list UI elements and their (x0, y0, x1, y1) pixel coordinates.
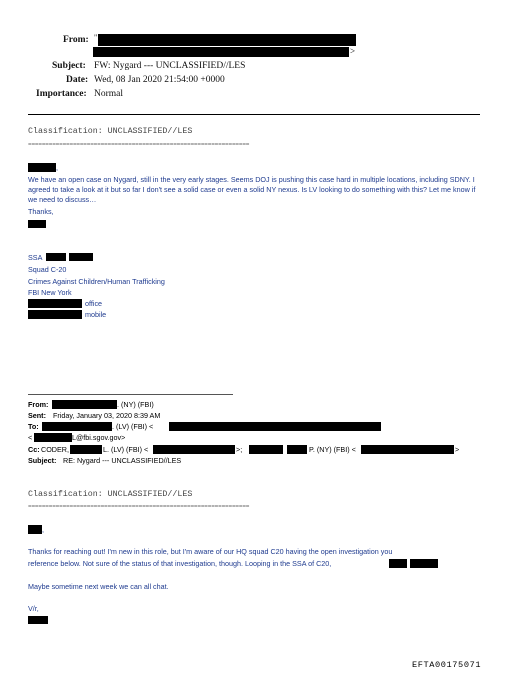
fwd-from-label: From: (28, 400, 49, 409)
fwd-subject-value: RE: Nygard --- UNCLASSIFIED//LES (63, 456, 182, 465)
redaction-block (28, 310, 82, 319)
redaction-block (361, 445, 454, 454)
header-divider (28, 114, 480, 115)
redaction-block (28, 525, 42, 534)
redaction-block (153, 445, 235, 454)
sig-squad: Squad C-20 (28, 265, 67, 274)
redaction-block (52, 400, 117, 409)
sig-unit: Crimes Against Children/Human Trafficking (28, 277, 165, 286)
message-line: Thanks for reaching out! I'm new in this role, but I'm aware of our HQ squad C20 having the open investigation you (28, 547, 393, 556)
redaction-block (98, 34, 356, 46)
fwd-sent-label: Sent: (28, 411, 46, 420)
redaction-block (34, 433, 72, 442)
from-label: From: (63, 35, 89, 45)
subject-label: Subject: (52, 61, 86, 71)
redaction-block (28, 299, 82, 308)
redaction-block (46, 253, 66, 261)
classification-banner: Classification: UNCLASSIFIED//LES (28, 490, 193, 499)
sig-title: SSA (28, 253, 43, 262)
greeting-comma: , (42, 525, 44, 534)
redaction-block (93, 47, 349, 57)
from-value: " (94, 33, 98, 42)
fwd-to-line2-tail: L@fbi.sgov.gov> (72, 433, 126, 442)
redaction-block (28, 616, 48, 624)
sig-office-label: office (85, 299, 103, 308)
redaction-block (28, 163, 56, 172)
redaction-block (410, 559, 438, 568)
separator-line: ================================================================ (28, 503, 250, 510)
fwd-cc-part4: P. (NY) (FBI) < (309, 445, 356, 454)
date-label: Date: (66, 75, 89, 85)
redaction-block (28, 220, 46, 228)
redaction-block (249, 445, 283, 454)
redaction-block (169, 422, 381, 431)
fwd-cc-value: CODER, (41, 445, 69, 454)
fwd-cc-part3: >; (236, 445, 243, 454)
greeting-comma: , (56, 163, 58, 172)
sig-mobile-label: mobile (85, 310, 107, 319)
date-value: Wed, 08 Jan 2020 21:54:00 +0000 (94, 75, 225, 85)
redaction-block (389, 559, 407, 568)
fwd-to-label: To: (28, 422, 39, 431)
fwd-cc-label: Cc: (28, 445, 40, 454)
forward-divider (28, 394, 233, 395)
message-followup: Maybe sometime next week we can all chat. (28, 582, 169, 591)
message-closing: V/r, (28, 604, 39, 613)
document-id: EFTA00175071 (412, 660, 482, 670)
fwd-to-line2-open: < (28, 433, 33, 442)
from-tail: > (350, 46, 356, 56)
redaction-block (42, 422, 112, 431)
importance-value: Normal (94, 89, 124, 99)
fwd-cc-part5: > (455, 445, 460, 454)
fwd-subject-label: Subject: (28, 456, 57, 465)
redaction-block (70, 445, 102, 454)
fwd-to-tail: . (LV) (FBI) < (112, 422, 154, 431)
separator-line: ================================================================ (28, 141, 250, 148)
message-paragraph: We have an open case on Nygard, still in the very early stages. Seems DOJ is pushing this case hard in multiple locations, including SDNY. I agreed to take a look at it but so far I don't see a solid case or even a solid NY nexus. Is LV looking to do something with this? Let me know if we need to discuss… (28, 175, 476, 205)
fwd-from-tail: . (NY) (FBI) (117, 400, 154, 409)
sig-office: FBI New York (28, 288, 72, 297)
subject-value: FW: Nygard --- UNCLASSIFIED//LES (94, 61, 246, 71)
redaction-block (69, 253, 93, 261)
redaction-block (287, 445, 307, 454)
message-closing: Thanks, (28, 207, 54, 216)
message-line: reference below. Not sure of the status of that investigation, though. Looping in the SSA of C20, (28, 559, 332, 568)
importance-label: Importance: (36, 89, 87, 99)
fwd-sent-value: Friday, January 03, 2020 8:39 AM (53, 411, 161, 420)
fwd-cc-part2: L. (LV) (FBI) < (103, 445, 149, 454)
classification-banner: Classification: UNCLASSIFIED//LES (28, 127, 193, 136)
